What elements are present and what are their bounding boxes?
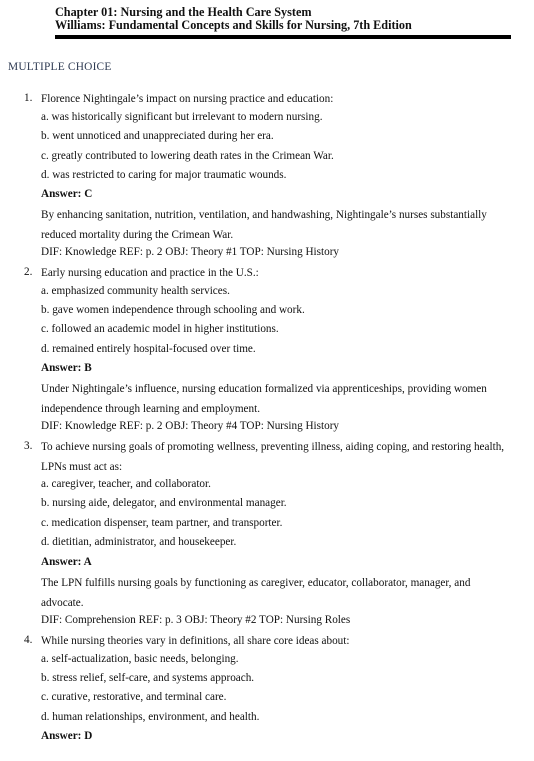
- question-stem: Early nursing education and practice in the U.S.:: [41, 267, 259, 279]
- question-meta: DIF: Comprehension REF: p. 3 OBJ: Theory #2 TOP: Nursing Roles: [41, 614, 351, 626]
- option-a: a. caregiver, teacher, and collaborator.: [41, 478, 211, 490]
- option-d: d. was restricted to caring for major traumatic wounds.: [41, 169, 287, 181]
- rationale: Under Nightingale’s influence, nursing education formalized via apprenticeships, providing women independence through learning and employment.: [41, 383, 487, 415]
- option-c: c. greatly contributed to lowering death rates in the Crimean War.: [41, 150, 334, 162]
- question-stem: Florence Nightingale’s impact on nursing practice and education:: [41, 93, 334, 105]
- answer: Answer: B: [41, 362, 92, 374]
- option-b: b. went unnoticed and unappreciated during her era.: [41, 130, 274, 142]
- option-d: d. remained entirely hospital-focused over time.: [41, 343, 256, 355]
- question-number: 2.: [24, 266, 33, 278]
- question-number: 1.: [24, 92, 33, 104]
- document-header: [55, 6, 510, 32]
- question-stem: While nursing theories vary in definitions, all share core ideas about:: [41, 635, 350, 647]
- question-number: 3.: [24, 440, 33, 452]
- option-c: c. followed an academic model in higher institutions.: [41, 323, 279, 335]
- rationale: By enhancing sanitation, nutrition, ventilation, and handwashing, Nightingale’s nurses substantially reduced mortality during the Crimean War.: [41, 209, 487, 241]
- option-a: a. was historically significant but irrelevant to modern nursing.: [41, 111, 323, 123]
- answer: Answer: A: [41, 556, 92, 568]
- rationale: The LPN fulfills nursing goals by functioning as caregiver, educator, collaborator, manager, and advocate.: [41, 577, 471, 609]
- answer: Answer: D: [41, 730, 93, 742]
- question-stem: To achieve nursing goals of promoting wellness, preventing illness, aiding coping, and restoring health, LPNs must act as:: [41, 441, 505, 473]
- question-meta: DIF: Knowledge REF: p. 2 OBJ: Theory #1 TOP: Nursing History: [41, 246, 340, 258]
- book-title: Williams: Fundamental Concepts and Skills for Nursing, 7th Edition: [55, 18, 412, 32]
- chapter-title: Chapter 01: Nursing and the Health Care System: [55, 5, 312, 19]
- option-b: b. nursing aide, delegator, and environmental manager.: [41, 497, 287, 509]
- option-d: d. human relationships, environment, and health.: [41, 711, 260, 723]
- header-rule: [55, 35, 511, 39]
- question-number: 4.: [24, 634, 33, 646]
- option-b: b. stress relief, self-care, and systems approach.: [41, 672, 255, 684]
- answer: Answer: C: [41, 188, 93, 200]
- option-c: c. curative, restorative, and terminal care.: [41, 691, 227, 703]
- question-meta: DIF: Knowledge REF: p. 2 OBJ: Theory #4 TOP: Nursing History: [41, 420, 340, 432]
- option-b: b. gave women independence through schooling and work.: [41, 304, 305, 316]
- option-c: c. medication dispenser, team partner, and transporter.: [41, 517, 283, 529]
- option-d: d. dietitian, administrator, and housekeeper.: [41, 536, 237, 548]
- option-a: a. self-actualization, basic needs, belonging.: [41, 653, 239, 665]
- section-title: MULTIPLE CHOICE: [8, 61, 112, 73]
- option-a: a. emphasized community health services.: [41, 285, 230, 297]
